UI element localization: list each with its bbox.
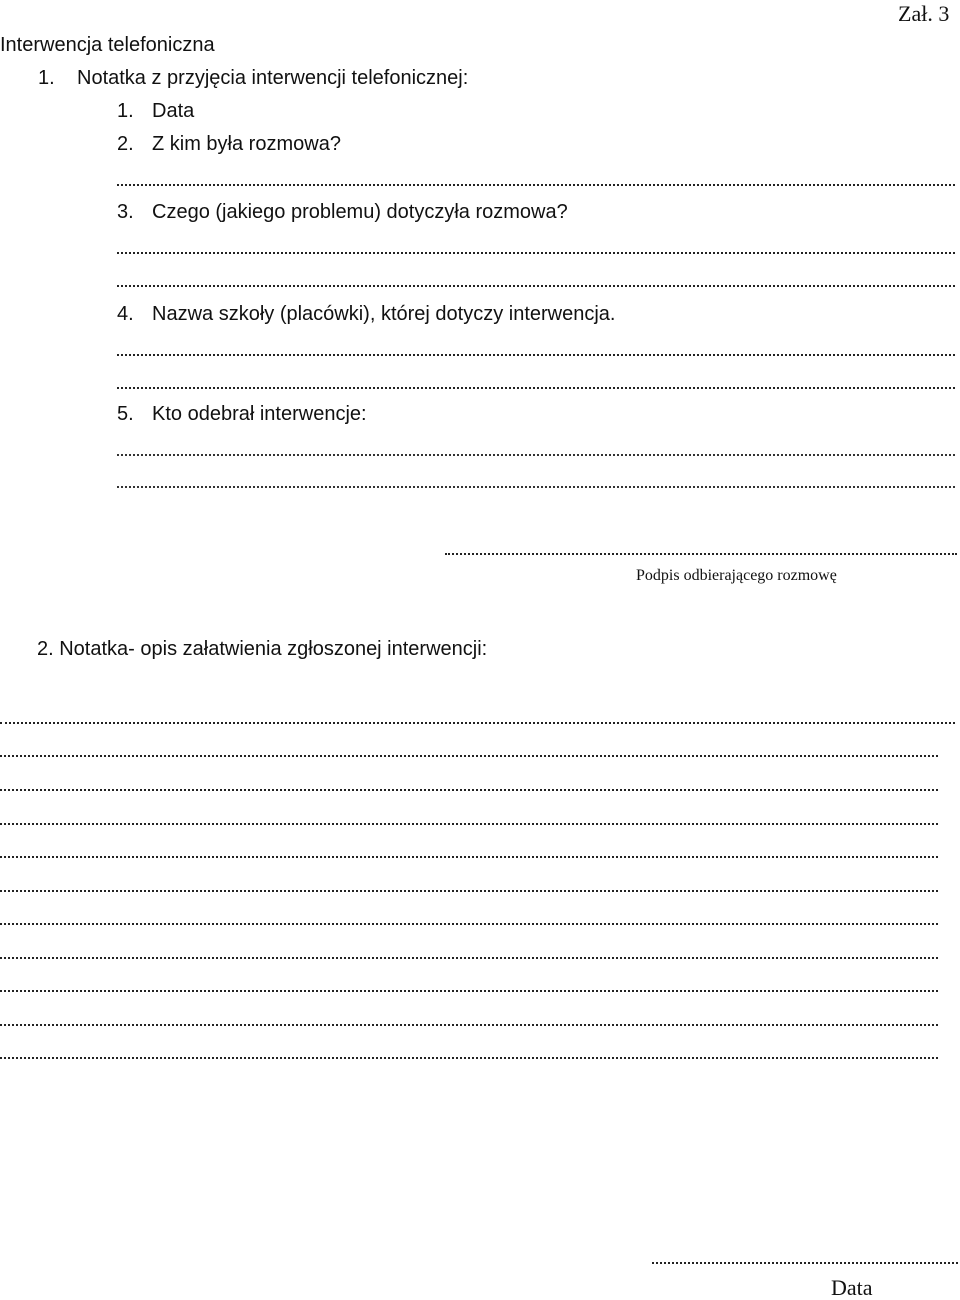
section2-answer-line-11[interactable] [0, 1057, 938, 1059]
item-2-label: Z kim była rozmowa? [152, 133, 341, 155]
item-2-number: 2. [117, 133, 134, 155]
section2-title: 2. Notatka- opis załatwienia zgłoszonej interwencji: [37, 638, 488, 660]
section2-answer-line-4[interactable] [0, 823, 938, 825]
item-5-answer-line-1[interactable] [117, 454, 955, 456]
section2-answer-line-10[interactable] [0, 1024, 938, 1026]
item-3-number: 3. [117, 201, 134, 223]
item-3-label: Czego (jakiego problemu) dotyczyła rozmowa? [152, 201, 568, 223]
item-4-label: Nazwa szkoły (placówki), której dotyczy interwencja. [152, 303, 616, 325]
item-1-label: Data [152, 100, 195, 122]
section2-answer-line-1[interactable] [0, 722, 955, 724]
section1-number: 1. [38, 67, 55, 89]
date-line[interactable] [652, 1262, 958, 1264]
section2-answer-line-3[interactable] [0, 789, 938, 791]
section2-answer-line-9[interactable] [0, 990, 938, 992]
item-4-answer-line-1[interactable] [117, 354, 955, 356]
section1-title: Notatka z przyjęcia interwencji telefonicznej: [77, 67, 469, 89]
section2-answer-line-5[interactable] [0, 856, 938, 858]
item-2-answer-line[interactable] [117, 184, 955, 186]
section2-answer-line-7[interactable] [0, 923, 938, 925]
item-3-answer-line-1[interactable] [117, 252, 955, 254]
item-4-answer-line-2[interactable] [117, 387, 955, 389]
date-label: Data [831, 1275, 873, 1300]
item-3-answer-line-2[interactable] [117, 285, 955, 287]
item-1-number: 1. [117, 100, 134, 122]
section2-answer-line-6[interactable] [0, 890, 938, 892]
item-4-number: 4. [117, 303, 134, 325]
signature-line[interactable] [445, 553, 957, 555]
item-5-label: Kto odebrał interwencje: [152, 403, 367, 425]
item-5-number: 5. [117, 403, 134, 425]
signature-label: Podpis odbierającego rozmowę [636, 567, 837, 584]
section2-answer-line-2[interactable] [0, 755, 938, 757]
attachment-label: Zał. 3 [898, 1, 950, 26]
document-heading: Interwencja telefoniczna [0, 34, 215, 56]
section2-answer-line-8[interactable] [0, 957, 938, 959]
item-5-answer-line-2[interactable] [117, 486, 955, 488]
